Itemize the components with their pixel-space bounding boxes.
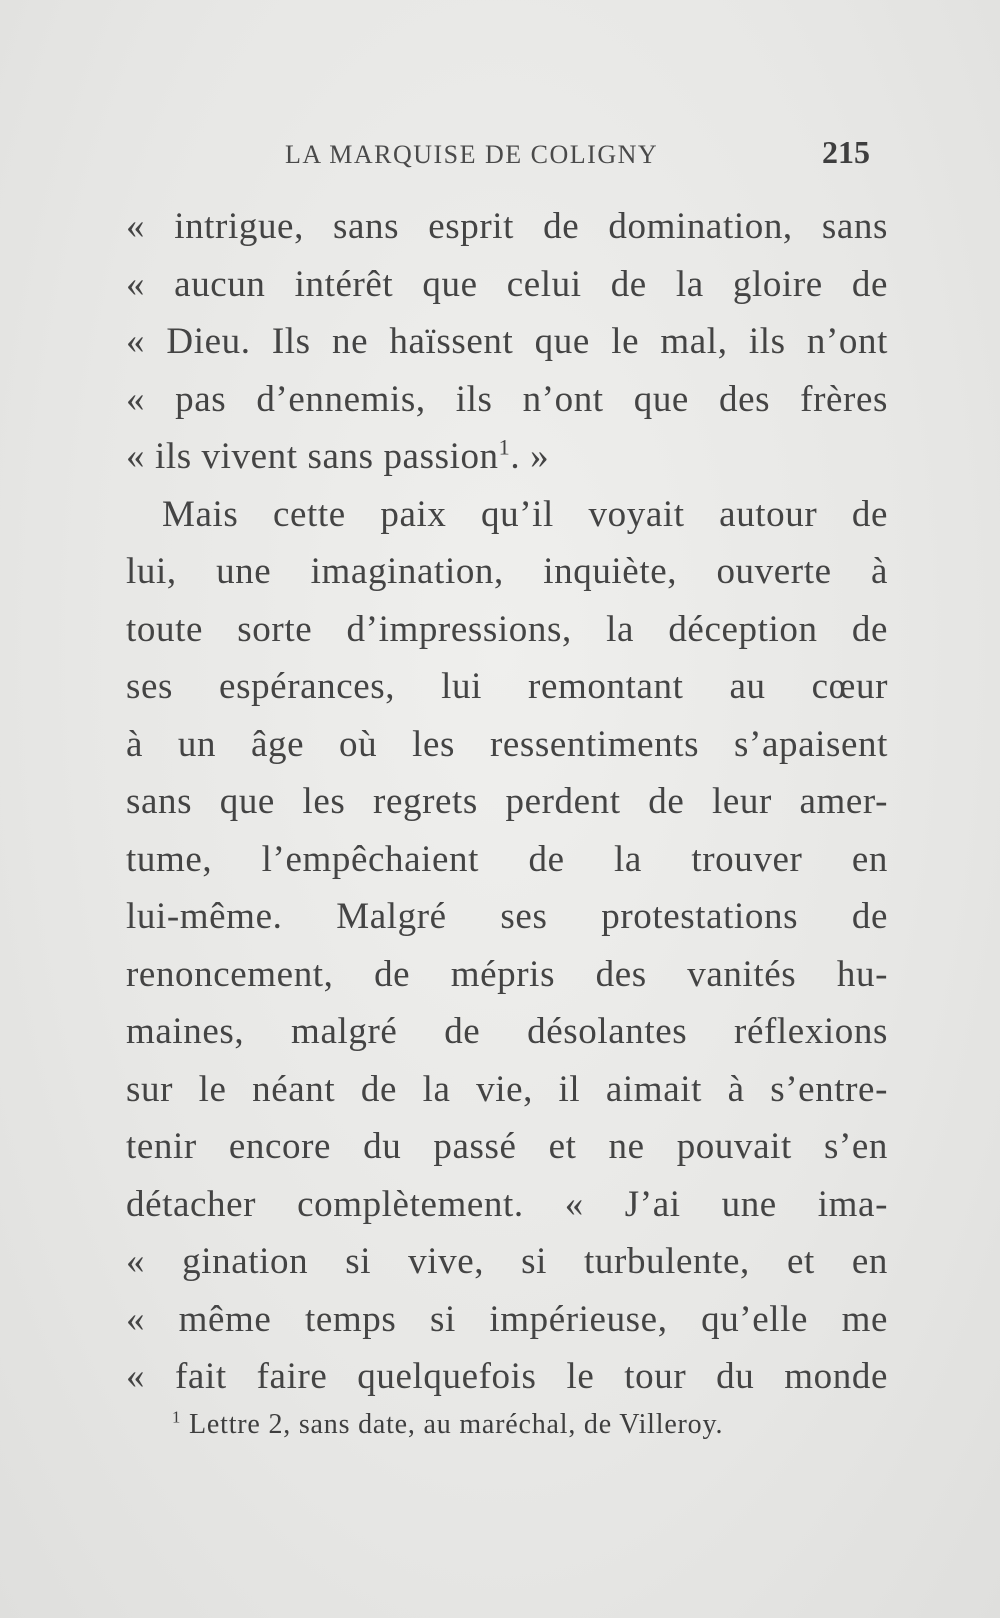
text-line: « même temps si impérieuse, qu’elle me bbox=[126, 1298, 888, 1340]
footnote-reference: 1 bbox=[498, 434, 511, 460]
text-line: renoncement, de mépris des vanités hu- bbox=[126, 953, 888, 995]
body-text bbox=[126, 198, 888, 1406]
text-line-tail: . » bbox=[510, 436, 550, 477]
text-line: « fait faire quelquefois le tour du monde bbox=[126, 1356, 888, 1397]
text-line: ses espérances, lui remontant au cœur bbox=[126, 666, 888, 707]
footnote-marker: 1 bbox=[172, 1407, 182, 1427]
text-line: toute sorte d’impressions, la déception de bbox=[126, 608, 888, 650]
text-line: lui-même. Malgré ses protestations de bbox=[126, 896, 888, 937]
page-number: 215 bbox=[822, 134, 870, 170]
text-line: à un âge où les ressentiments s’apaisent bbox=[126, 723, 888, 765]
text-line: « Dieu. Ils ne haïssent que le mal, ils n’ont bbox=[126, 321, 888, 362]
text-line-content: « ils vivent sans passion bbox=[126, 436, 499, 477]
text-line: détacher complètement. « J’ai une ima- bbox=[126, 1183, 888, 1225]
text-line: « pas d’ennemis, ils n’ont que des frères bbox=[126, 378, 888, 420]
text-line: « gination si vive, si turbulente, et en bbox=[126, 1241, 888, 1282]
text-line: tume, l’empêchaient de la trouver en bbox=[126, 838, 888, 880]
footnote bbox=[172, 1405, 892, 1445]
text-line: sur le néant de la vie, il aimait à s’entre- bbox=[126, 1068, 888, 1110]
text-line: « aucun intérêt que celui de la gloire de bbox=[126, 263, 888, 305]
text-line: tenir encore du passé et ne pouvait s’en bbox=[126, 1126, 888, 1167]
text-line bbox=[126, 428, 888, 486]
text-line: lui, une imagination, inquiète, ouverte à bbox=[126, 551, 888, 592]
footnote-text: Lettre 2, sans date, au maréchal, de Villeroy. bbox=[181, 1409, 724, 1440]
text-line: « intrigue, sans esprit de domination, sans bbox=[126, 206, 888, 247]
text-line: sans que les regrets perdent de leur amer- bbox=[126, 781, 888, 822]
text-line: maines, malgré de désolantes réflexions bbox=[126, 1011, 888, 1052]
paragraph-first-line: Mais cette paix qu’il voyait autour de bbox=[162, 493, 888, 535]
running-head bbox=[128, 134, 876, 174]
running-title: LA MARQUISE DE COLIGNY bbox=[285, 140, 659, 169]
